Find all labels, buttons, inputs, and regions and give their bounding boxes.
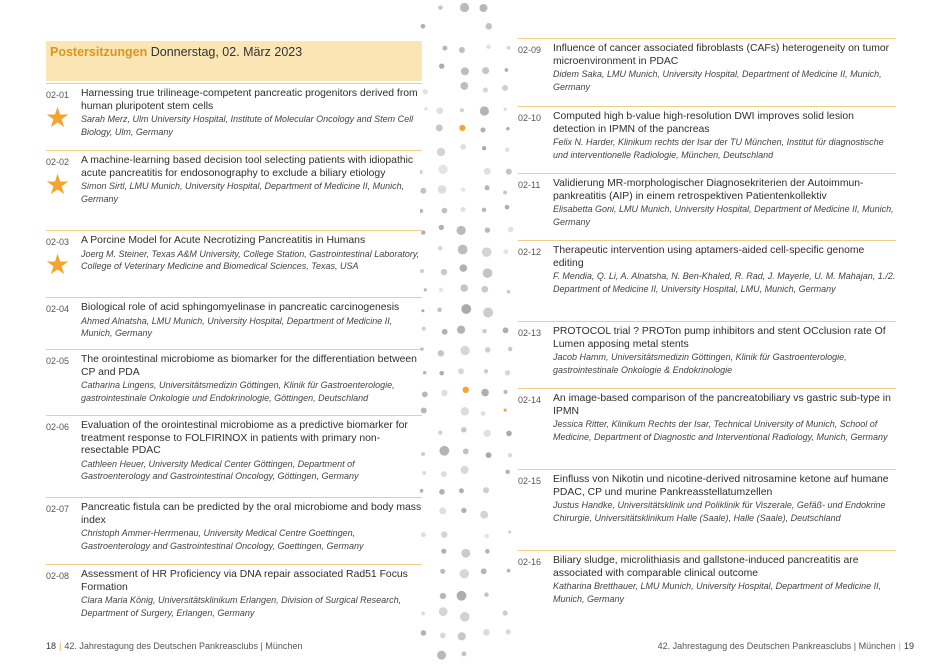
decorative-dot bbox=[439, 489, 445, 495]
decorative-dot bbox=[481, 411, 486, 416]
poster-entry bbox=[46, 415, 422, 497]
poster-authors: Catharina Lingens, Universitätsmedizin Göttingen, Klinik für Gastroenterologie, gastrointestinale Onkologie und Endokrinologie, Göttingen, Deutschland bbox=[81, 380, 395, 403]
decorative-dot bbox=[483, 487, 489, 493]
decorative-dot bbox=[440, 593, 446, 599]
poster-title: Evaluation of the orointestinal microbiome as a predictive biomarker for treatment response to FOLFIRINOX in patients with primary non-resectable PDAC bbox=[81, 420, 408, 456]
poster-body bbox=[553, 245, 896, 295]
poster-number: 02-14 bbox=[518, 395, 542, 405]
poster-number: 02-03 bbox=[46, 237, 70, 247]
footer-left bbox=[46, 641, 302, 651]
decorative-dot bbox=[485, 549, 490, 554]
decorative-dot bbox=[439, 507, 446, 514]
poster-number: 02-10 bbox=[518, 113, 542, 123]
decorative-dot bbox=[422, 471, 426, 475]
poster-title: A machine-learning based decision tool selecting patients with idiopathic acute pancreatitis for endosonography to exclude a biliary etiology bbox=[81, 155, 414, 179]
decorative-dot bbox=[460, 108, 464, 112]
decorative-dot bbox=[485, 23, 492, 30]
decorative-dot bbox=[461, 187, 465, 191]
poster-authors: Jacob Hamm, Universitätsmedizin Göttingen, Klinik für Gastroenterologie, gastrointestinale Onkologie & Endokrinologie bbox=[553, 352, 847, 375]
poster-title: Biological role of acid sphingomyelinase in pancreatic carcinogenesis bbox=[81, 302, 400, 313]
poster-title: An image-based comparison of the pancreatobiliary vs gastric sub-type in IPMN bbox=[553, 393, 891, 417]
decorative-dot bbox=[423, 371, 427, 375]
poster-title: Harnessing true trilineage-competent pancreatic progenitors derived from human pluripotent stem cells bbox=[81, 88, 418, 112]
decorative-dot bbox=[421, 309, 424, 312]
decorative-dot bbox=[480, 106, 489, 115]
decorative-dot bbox=[484, 430, 491, 437]
poster-entry bbox=[518, 321, 896, 388]
decorative-dot bbox=[420, 489, 423, 493]
page-number-right: 19 bbox=[903, 641, 914, 651]
decorative-dot bbox=[482, 329, 486, 333]
decorative-dot bbox=[484, 168, 491, 175]
session-header-text bbox=[50, 45, 302, 59]
page-number-left: 18 bbox=[46, 641, 57, 651]
poster-number: 02-07 bbox=[46, 504, 70, 514]
decorative-dot bbox=[424, 107, 427, 110]
decorative-dot bbox=[442, 208, 448, 214]
decorative-dot bbox=[463, 449, 469, 455]
decorative-dot bbox=[481, 127, 486, 132]
poster-body bbox=[81, 354, 422, 404]
session-header-bold: Postersitzungen bbox=[50, 45, 148, 59]
decorative-dot bbox=[505, 147, 509, 151]
decorative-dot bbox=[436, 107, 443, 114]
decorative-dot bbox=[479, 4, 487, 12]
award-star-icon: ★ bbox=[45, 249, 71, 280]
decorative-dot bbox=[421, 630, 427, 636]
decorative-dot bbox=[460, 466, 468, 474]
decorative-dot bbox=[482, 247, 492, 257]
decorative-dot bbox=[482, 146, 486, 150]
poster-authors: Simon Sirtl, LMU Munich, University Hospital, Department of Medicine II, Munich, Germany bbox=[81, 181, 405, 204]
decorative-dot bbox=[460, 144, 466, 150]
poster-number: 02-15 bbox=[518, 476, 542, 486]
poster-number: 02-02 bbox=[46, 157, 70, 167]
poster-authors: Cathleen Heuer, University Medical Center Göttingen, Department of Gastroenterology and Gastrointestinal Oncology, Göttingen, Germany bbox=[81, 458, 359, 481]
poster-number: 02-05 bbox=[46, 356, 70, 366]
decorative-dot bbox=[504, 409, 507, 412]
decorative-dot bbox=[485, 227, 490, 232]
poster-entry bbox=[46, 564, 422, 635]
decorative-dot bbox=[504, 108, 507, 111]
decorative-dot bbox=[420, 347, 423, 350]
decorative-dot bbox=[502, 85, 508, 91]
decorative-dot bbox=[460, 82, 468, 90]
decorative-dot bbox=[460, 3, 469, 12]
decorative-dot bbox=[482, 208, 487, 213]
poster-body bbox=[553, 555, 896, 605]
decorative-dot bbox=[420, 269, 424, 273]
decorative-dot bbox=[439, 63, 444, 68]
decorative-dot bbox=[508, 227, 514, 233]
poster-body bbox=[553, 393, 896, 443]
poster-body bbox=[81, 302, 422, 340]
decorative-dot bbox=[441, 390, 447, 396]
decorative-dot bbox=[461, 651, 466, 656]
decorative-dot bbox=[505, 68, 509, 72]
poster-number: 02-11 bbox=[518, 180, 541, 190]
decorative-dot bbox=[484, 369, 488, 373]
poster-title: Biliary sludge, microlithiasis and gallstone-induced pancreatitis are associated with comparable clinical outcome bbox=[553, 555, 859, 579]
poster-entry bbox=[518, 388, 896, 469]
poster-title: Therapeutic intervention using aptamers-aided cell-specific genome editing bbox=[553, 245, 865, 269]
decorative-dot bbox=[505, 470, 509, 474]
poster-body bbox=[81, 569, 422, 619]
poster-title: PROTOCOL trial ? PROTon pump inhibitors and stent OCclusion rate Of Lumen apposing metal stents bbox=[553, 326, 886, 350]
decorative-dot bbox=[460, 346, 469, 355]
decorative-dot bbox=[457, 326, 465, 334]
decorative-dot bbox=[461, 508, 466, 513]
poster-title: Computed high b-value high-resolution DWI improves solid lesion detection in IPMN of the pancreas bbox=[553, 111, 854, 135]
decorative-dot bbox=[460, 612, 470, 622]
poster-number: 02-04 bbox=[46, 304, 70, 314]
poster-authors: Didem Saka, LMU Munich, University Hospital, Department of Medicine II, Munich, Germany bbox=[553, 69, 882, 92]
poster-entry bbox=[46, 230, 422, 297]
decorative-dot bbox=[422, 391, 428, 397]
decorative-dot bbox=[458, 632, 466, 640]
poster-body bbox=[553, 326, 896, 376]
poster-authors: Jessica Ritter, Klinikum Rechts der Isar, Technical University of Munich, School of Medicine, Department of Diagnostic and Interventional Radiology, Munich, Germany bbox=[553, 419, 888, 442]
poster-entry bbox=[518, 550, 896, 617]
poster-body bbox=[553, 111, 896, 161]
decorative-dot bbox=[439, 371, 444, 376]
poster-body bbox=[81, 420, 422, 483]
decorative-dot bbox=[441, 549, 446, 554]
award-star-icon: ★ bbox=[45, 102, 71, 133]
poster-body bbox=[553, 43, 896, 93]
decorative-dot bbox=[422, 327, 426, 331]
decorative-dot bbox=[505, 370, 510, 375]
poster-title: Assessment of HR Proficiency via DNA repair associated Rad51 Focus Formation bbox=[81, 569, 408, 593]
poster-number: 02-16 bbox=[518, 557, 542, 567]
decorative-dot bbox=[482, 67, 489, 74]
poster-title: Pancreatic fistula can be predicted by the oral microbiome and body mass index bbox=[81, 502, 422, 526]
decorative-dot bbox=[483, 308, 493, 318]
footer-right-text: 42. Jahrestagung des Deutschen Pankreasclubs | München bbox=[657, 641, 896, 651]
poster-number: 02-08 bbox=[46, 571, 70, 581]
decorative-dot bbox=[503, 249, 508, 254]
decorative-dot bbox=[481, 286, 488, 293]
decorative-dot bbox=[457, 591, 467, 601]
poster-authors: Elisabetta Goni, LMU Munich, University Hospital, Department of Medicine II, Munich, Germany bbox=[553, 204, 894, 227]
decorative-dot bbox=[461, 207, 466, 212]
decorative-dot bbox=[442, 329, 448, 335]
decorative-dot bbox=[423, 89, 428, 94]
decorative-dot bbox=[503, 327, 509, 333]
dot-pattern-decoration bbox=[420, 0, 516, 670]
poster-authors: Christoph Ammer-Herrmenau, University Medical Centre Goettingen, Gastroenterology and Gastrointestinal Oncology, Goettingen, Germany bbox=[81, 528, 364, 551]
poster-entry bbox=[518, 469, 896, 550]
poster-authors: F. Mendia, Q. Li, A. Alnatsha, N. Ben-Khaled, R. Rad, J. Mayerle, U. M. Mahajan, 1./2. Department of Medicine II, University Hospital, LMU, Munich, Germany bbox=[553, 271, 896, 294]
decorative-dot bbox=[507, 290, 511, 294]
decorative-dot bbox=[484, 592, 489, 597]
decorative-dot bbox=[461, 549, 470, 558]
poster-authors: Justus Handke, Universitätsklinik und Poliklinik für Viszerale, Gefäß- und Endokrine Chirurgie, Universitätsklinikum Halle (Saale), Halle (Saale), Deutschland bbox=[553, 500, 886, 523]
decorative-dot bbox=[459, 488, 464, 493]
decorative-dot bbox=[485, 347, 491, 353]
poster-body bbox=[553, 474, 896, 524]
poster-body bbox=[81, 235, 422, 273]
decorative-dot bbox=[440, 569, 445, 574]
poster-title: The orointestinal microbiome as biomarker for the differentiation between CP and PDA bbox=[81, 354, 417, 378]
poster-authors: Katharina Bretthauer, LMU Munich, University Hospital, Department of Medicine II, Munich, Germany bbox=[553, 581, 882, 604]
decorative-dot bbox=[506, 127, 509, 130]
decorative-dot bbox=[420, 188, 426, 194]
decorative-dot bbox=[457, 226, 466, 235]
decorative-dot bbox=[481, 389, 489, 397]
decorative-dot bbox=[438, 185, 447, 194]
decorative-dot bbox=[437, 651, 446, 660]
poster-number: 02-13 bbox=[518, 328, 542, 338]
decorative-dot bbox=[486, 45, 490, 49]
decorative-dot bbox=[480, 511, 488, 519]
decorative-dot bbox=[437, 308, 442, 313]
decorative-dot bbox=[420, 170, 423, 174]
decorative-dot bbox=[439, 446, 449, 456]
poster-title: Influence of cancer associated fibroblasts (CAFs) heterogeneity on tumor microenvironment in PDAC bbox=[553, 43, 890, 67]
decorative-dot bbox=[483, 268, 493, 278]
decorative-dot bbox=[458, 245, 468, 255]
decorative-dot bbox=[483, 87, 488, 92]
poster-authors: Sarah Merz, Ulm University Hospital, Institute of Molecular Oncology and Stem Cell Biology, Ulm, Germany bbox=[81, 114, 414, 137]
poster-entry bbox=[46, 497, 422, 564]
decorative-dot bbox=[483, 629, 490, 636]
poster-entry bbox=[518, 173, 896, 240]
decorative-dot bbox=[507, 46, 511, 50]
poster-number: 02-06 bbox=[46, 422, 70, 432]
decorative-dot bbox=[508, 347, 512, 351]
decorative-dot bbox=[439, 225, 444, 230]
decorative-dot bbox=[486, 452, 492, 458]
decorative-dot bbox=[421, 612, 425, 616]
decorative-dot bbox=[503, 610, 508, 615]
decorative-dot bbox=[421, 230, 425, 234]
poster-entry bbox=[518, 240, 896, 321]
decorative-dot bbox=[441, 471, 447, 477]
decorative-dot bbox=[458, 368, 464, 374]
decorative-dot bbox=[459, 125, 465, 131]
decorative-dot bbox=[503, 191, 507, 195]
poster-body bbox=[553, 178, 896, 228]
decorative-dot bbox=[461, 427, 467, 433]
poster-authors: Felix N. Harder, Klinikum rechts der Isar der TU München, Institut für diagnostische und interventionelle Radiologie, München, Deutschland bbox=[553, 137, 884, 160]
decorative-dot bbox=[421, 24, 426, 29]
decorative-dot bbox=[436, 124, 443, 131]
decorative-dot bbox=[460, 569, 469, 578]
decorative-dot bbox=[461, 304, 471, 314]
decorative-dot bbox=[439, 288, 443, 292]
decorative-dot bbox=[508, 453, 512, 457]
decorative-dot bbox=[438, 350, 444, 356]
decorative-dot bbox=[438, 246, 443, 251]
poster-body bbox=[81, 502, 422, 552]
poster-number: 02-01 bbox=[46, 90, 70, 100]
decorative-dot bbox=[460, 284, 468, 292]
poster-title: Validierung MR-morphologischer Diagnosekriterien der Autoimmun-pankreatitis (AIP) in einem retrospektiven Patientenkollektiv bbox=[553, 178, 864, 202]
decorative-dot bbox=[439, 607, 448, 616]
poster-entry bbox=[518, 106, 896, 173]
decorative-dot bbox=[424, 288, 427, 291]
decorative-dot bbox=[438, 5, 443, 10]
decorative-dot bbox=[506, 169, 512, 175]
decorative-dot bbox=[507, 569, 511, 573]
award-star-icon: ★ bbox=[45, 169, 71, 200]
footer-right bbox=[658, 641, 914, 651]
decorative-dot bbox=[506, 431, 512, 437]
decorative-dot bbox=[441, 269, 447, 275]
poster-entry bbox=[46, 297, 422, 349]
decorative-dot bbox=[438, 165, 447, 174]
decorative-dot bbox=[505, 205, 510, 210]
poster-authors: Ahmed Alnatsha, LMU Munich, University Hospital, Department of Medicine II, Munich, Germany bbox=[81, 315, 393, 338]
decorative-dot bbox=[420, 209, 423, 213]
footer-separator: | bbox=[898, 641, 901, 651]
decorative-dot bbox=[438, 430, 442, 434]
decorative-dot bbox=[421, 407, 427, 413]
poster-authors: Joerg M. Steiner, Texas A&M University, College Station, Gastrointestinal Laboratory, College of Veterinary Medicine and Biomedical Sciences, Texas, USA bbox=[81, 248, 420, 271]
poster-authors: Clara Maria König, Universitätsklinikum Erlangen, Division of Surgical Research, Department of Surgery, Erlangen, Germany bbox=[81, 595, 402, 618]
decorative-dot bbox=[421, 532, 426, 537]
poster-body bbox=[81, 155, 422, 205]
decorative-dot bbox=[437, 148, 445, 156]
decorative-dot bbox=[441, 531, 447, 537]
decorative-dot bbox=[508, 530, 511, 533]
footer-separator: | bbox=[59, 641, 62, 651]
decorative-dot bbox=[485, 185, 490, 190]
poster-title: Einfluss von Nikotin und nicotine-derived nitrosamine ketone auf humane PDAC, CP und murine Pankreasstellatumzellen bbox=[553, 474, 889, 498]
poster-number: 02-09 bbox=[518, 45, 542, 55]
decorative-dot bbox=[440, 633, 446, 639]
decorative-dot bbox=[503, 390, 507, 394]
poster-entry bbox=[518, 38, 896, 106]
decorative-dot bbox=[506, 629, 511, 634]
poster-number: 02-12 bbox=[518, 247, 542, 257]
poster-entry bbox=[46, 83, 422, 150]
poster-title: A Porcine Model for Acute Necrotizing Pancreatitis in Humans bbox=[81, 235, 366, 246]
session-header bbox=[46, 41, 422, 81]
decorative-dot bbox=[481, 568, 487, 574]
footer-left-text: 42. Jahrestagung des Deutschen Pankreasclubs | München bbox=[64, 641, 303, 651]
decorative-dot bbox=[461, 67, 469, 75]
decorative-dot bbox=[463, 387, 469, 393]
decorative-dot bbox=[459, 47, 465, 53]
poster-entry bbox=[46, 150, 422, 230]
decorative-dot bbox=[421, 452, 425, 456]
poster-body bbox=[81, 88, 422, 138]
decorative-dot bbox=[442, 46, 447, 51]
session-header-date: Donnerstag, 02. März 2023 bbox=[147, 45, 303, 59]
decorative-dot bbox=[485, 534, 490, 539]
poster-entry bbox=[46, 349, 422, 415]
decorative-dot bbox=[460, 264, 468, 272]
decorative-dot bbox=[461, 407, 469, 415]
